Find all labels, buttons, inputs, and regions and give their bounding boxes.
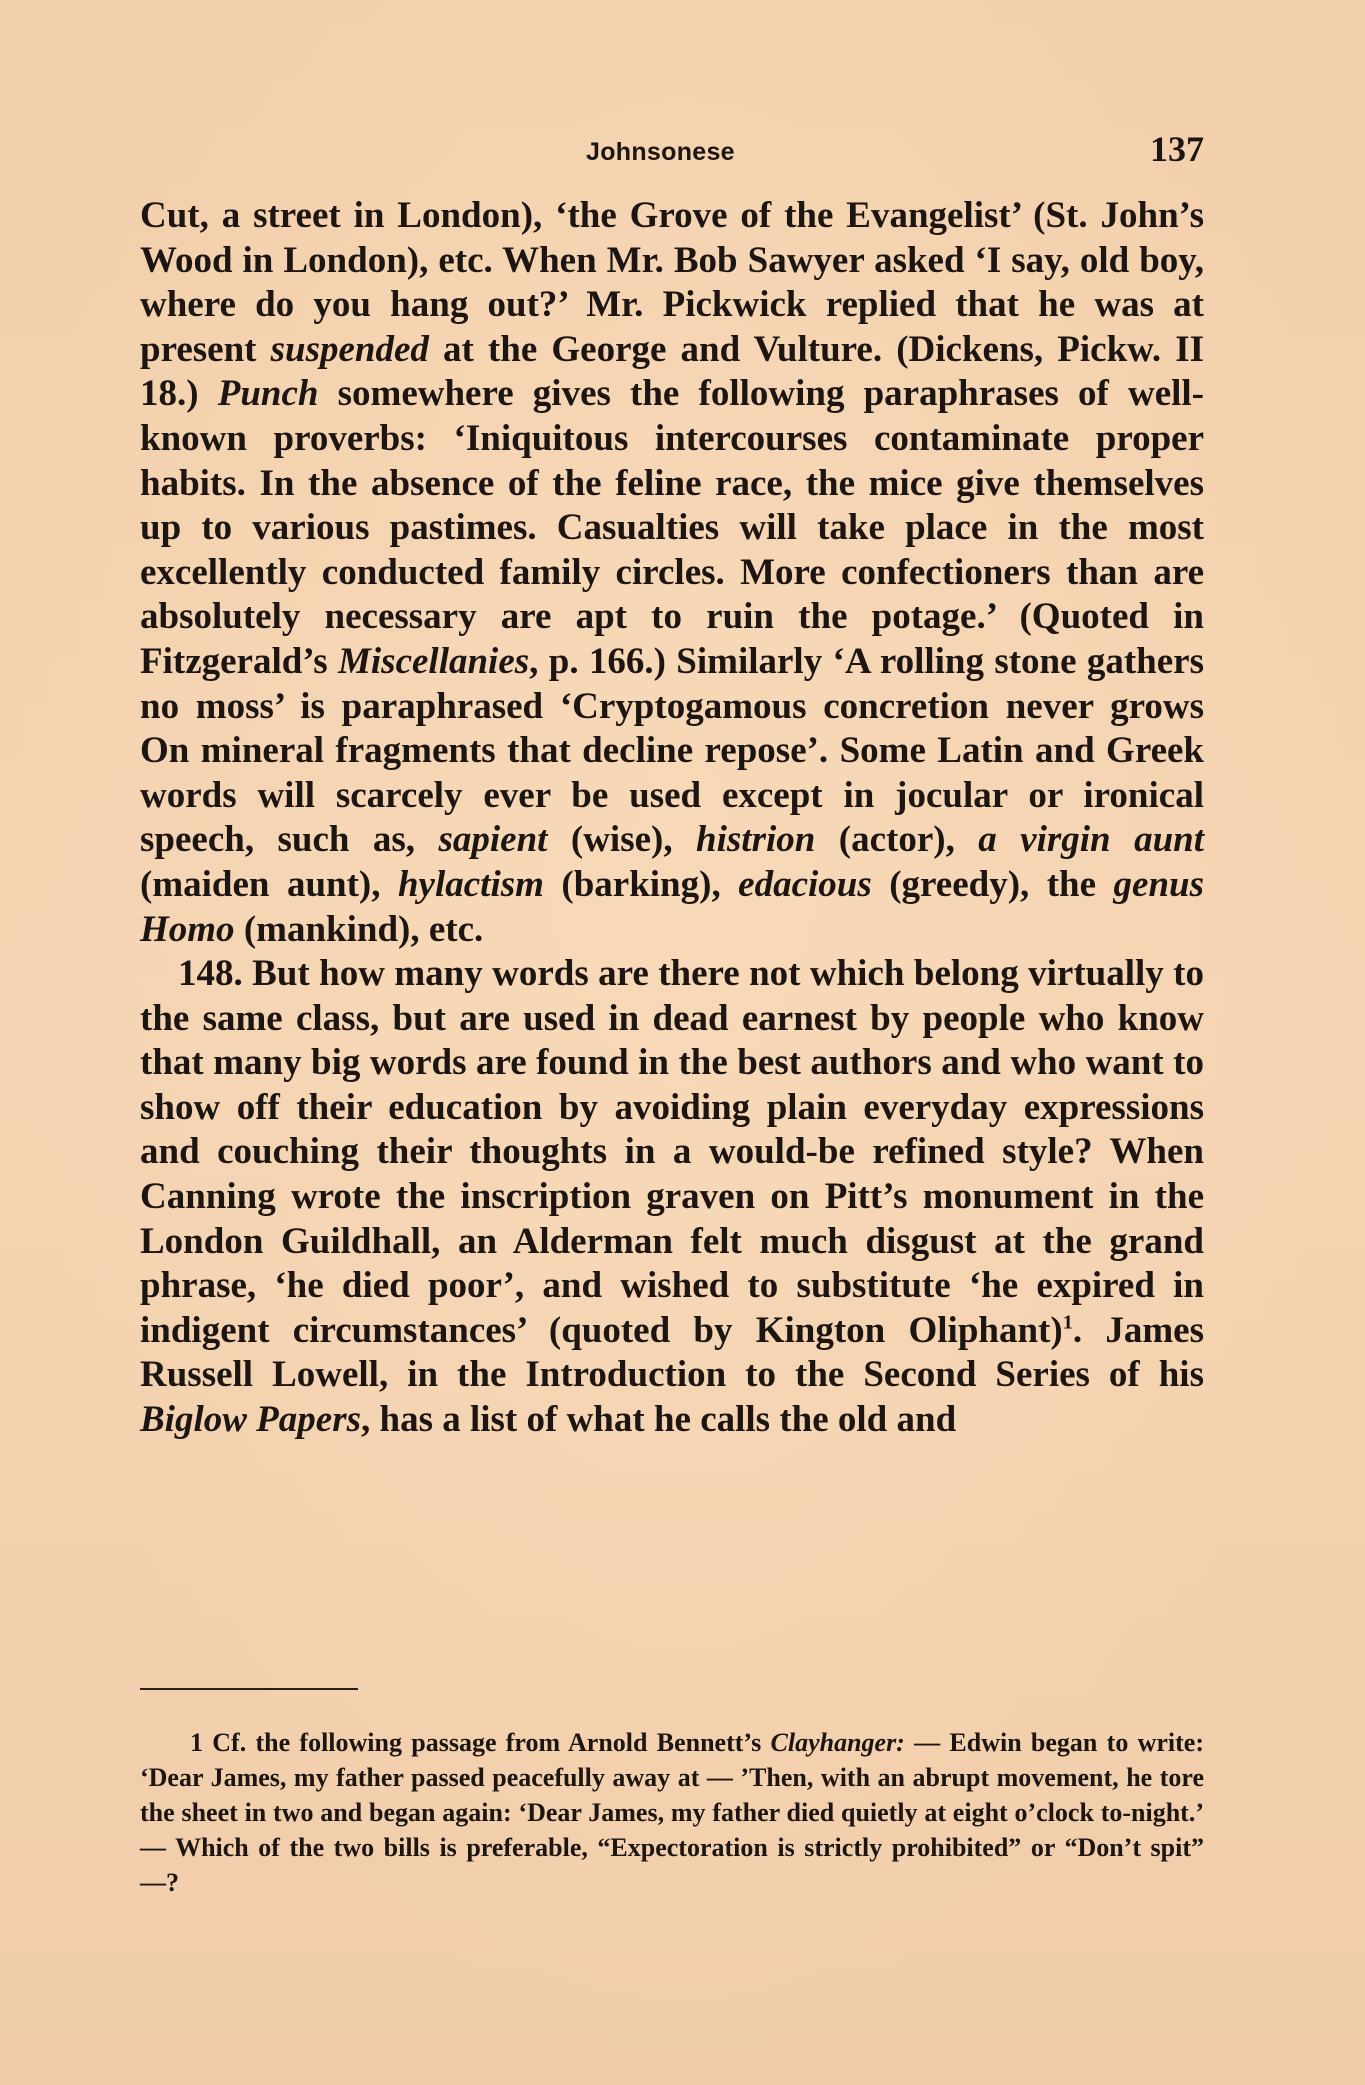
italic-run: histrion xyxy=(696,819,816,861)
italic-run: edacious xyxy=(738,863,872,905)
footnote-divider xyxy=(140,1688,358,1690)
text-run: at the George and Vulture. (Dickens, Pickw. II 18.) xyxy=(140,328,1204,415)
paragraph-148 xyxy=(140,952,1204,1443)
page-number: 137 xyxy=(1150,129,1204,169)
italic-run: suspended xyxy=(270,328,429,370)
text-run: (maiden aunt), xyxy=(140,863,398,905)
italic-run: Miscellanies xyxy=(338,640,530,682)
footnote xyxy=(140,1725,1204,1900)
text-run: But how many words are there not which belong virtually to the same class, but are used in dead earnest by people who know that many big words are found in the best authors and who want to show off their education by avoiding plain everyday expressions and couching their thoughts in a would-be refined style? When Canning wrote the inscription graven on Pitt’s monument in the London Guildhall, an Alderman felt much disgust at the grand phrase, ‘he died poor’, and wished to substitute ‘he expired in indigent circumstances’ (quoted by Kington Oliphant) xyxy=(140,953,1204,1351)
footnote-text xyxy=(140,1725,1204,1900)
text-run: Cut, a street in London), ‘the Grove of the Evangelist’ (St. John’s Wood in London), etc. When Mr. Bob Sawyer asked ‘I say, old boy, where do you hang out?’ Mr. Pickwick replied that he was at present xyxy=(140,195,1204,370)
text-run: , p. 166.) Similarly ‘A rolling stone gathers no moss’ is paraphrased ‘Cryptogamous concretion never grows On mineral fragments that decline repose’. Some Latin and Greek words will scarcely ever be used except in jocular or ironical speech, such as, xyxy=(140,640,1204,861)
body-text xyxy=(140,194,1204,1443)
text-run: 1 Cf. the following passage from Arnold Bennett’s xyxy=(190,1728,771,1757)
text-run: , has a list of what he calls the old and xyxy=(361,1399,957,1441)
text-run: (actor), xyxy=(815,819,979,861)
italic-run: Biglow Papers xyxy=(140,1399,361,1441)
text-run: (greedy), the xyxy=(871,863,1114,905)
italic-run: Punch xyxy=(217,373,319,415)
text-run: (mankind), etc. xyxy=(234,908,484,950)
text-run: — Edwin began to write: ‘Dear James, my father passed peacefully away at — ’Then, with an abrupt movement, he tore the sheet in two and began again: ‘Dear James, my father died quietly at eight o’clock to-night.’ — Which of the two bills is preferable, “Expectoration is strictly prohibited” or “Don’t spit” —? xyxy=(140,1728,1205,1897)
section-number: 148. xyxy=(178,953,243,995)
italic-run: Clayhanger: xyxy=(770,1728,905,1757)
text-run: somewhere gives the following paraphrases of well-known proverbs: ‘Iniquitous intercourses contaminate proper habits. In the absence of the feline race, the mice give themselves up to various pastimes. Casualties will take place in the most excellently conducted family circles. More confectioners than are absolutely necessary are apt to ruin the potage.’ (Quoted in Fitzgerald’s xyxy=(140,373,1205,682)
page-header xyxy=(140,128,1204,178)
italic-run: a virgin aunt xyxy=(978,819,1204,861)
italic-run: hylactism xyxy=(397,863,544,905)
text-run: (wise), xyxy=(547,819,697,861)
running-head: Johnsonese xyxy=(586,138,735,166)
footnote-reference[interactable]: 1 xyxy=(1062,1311,1073,1334)
paragraph-continuation xyxy=(140,194,1204,952)
text-run: (barking), xyxy=(543,863,739,905)
italic-run: genus Homo xyxy=(140,863,1204,950)
text-run: . James Russell Lowell, in the Introduction to the Second Series of his xyxy=(140,1309,1204,1396)
italic-run: sapient xyxy=(438,819,548,861)
